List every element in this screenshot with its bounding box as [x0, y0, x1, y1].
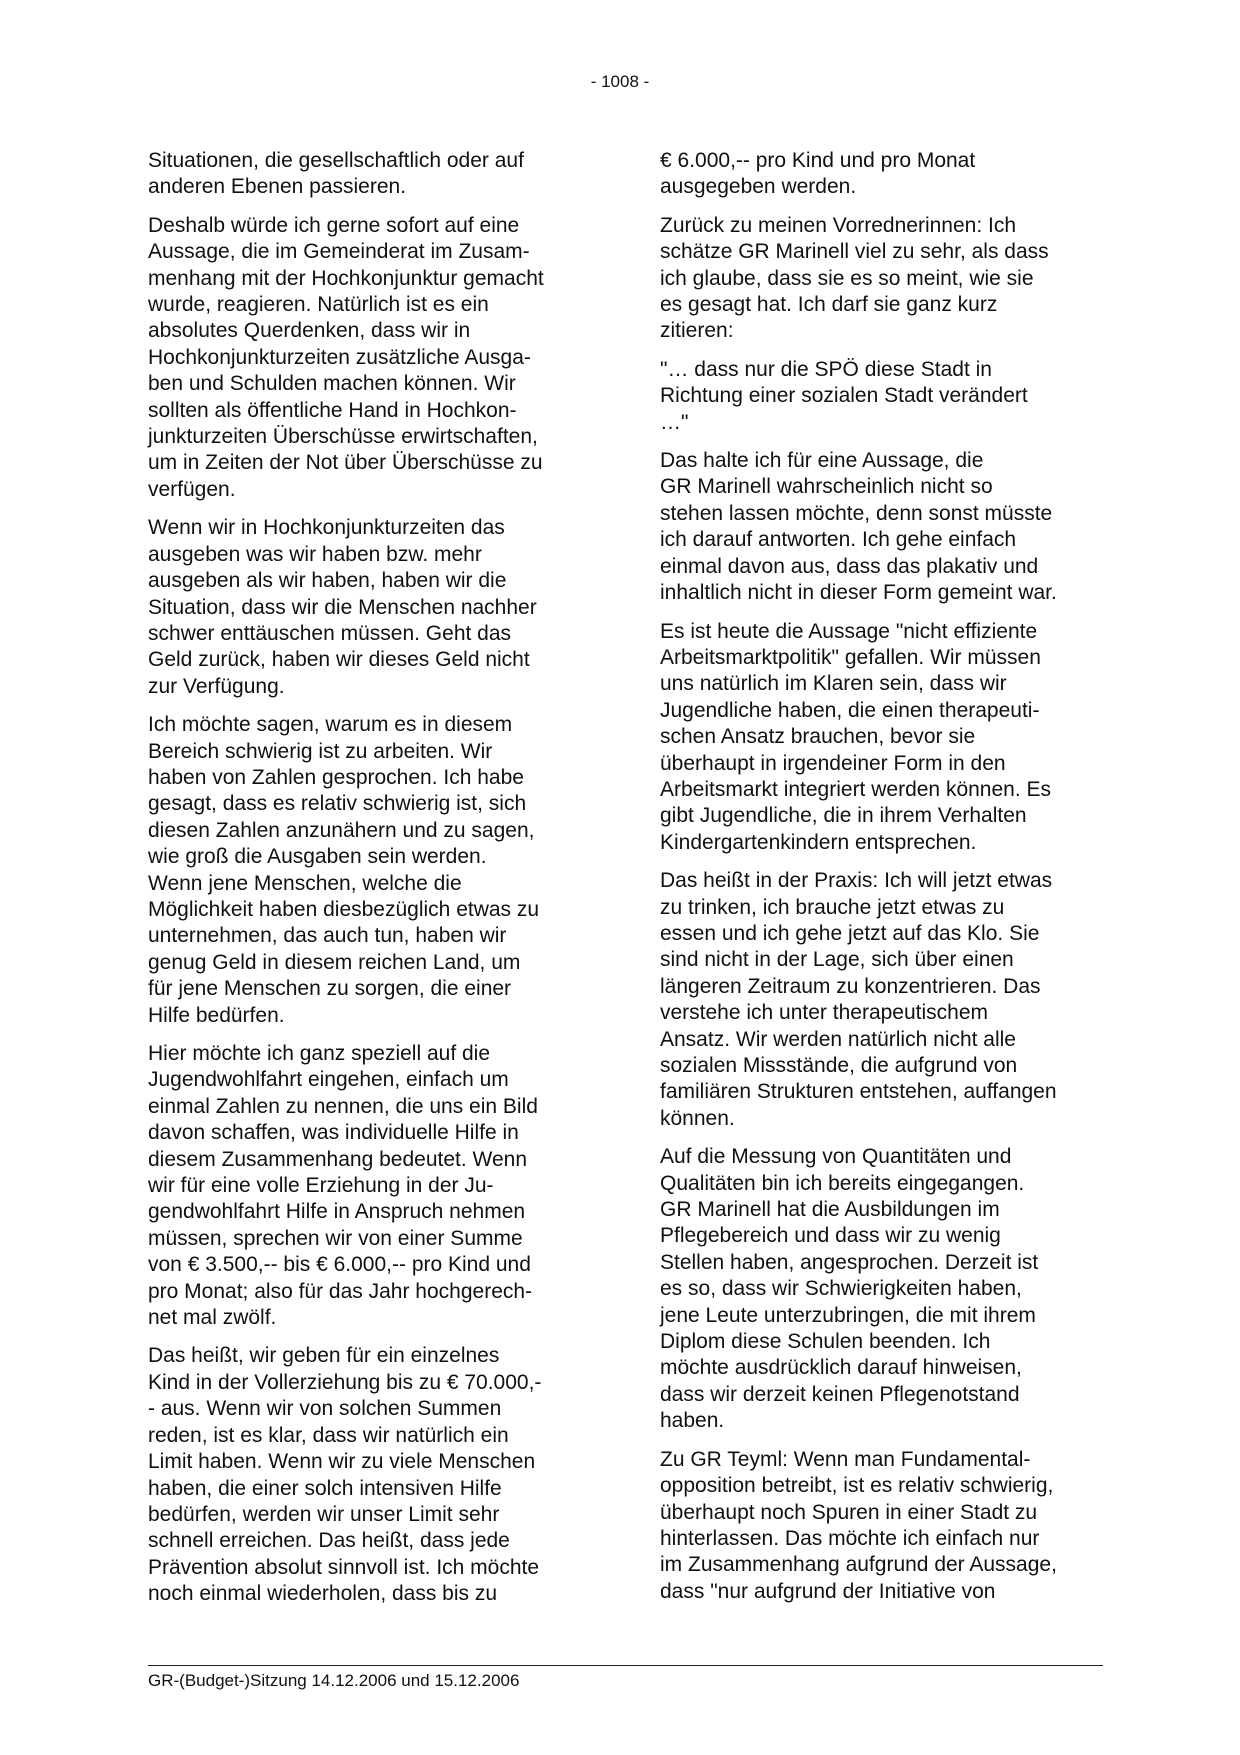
right-paragraph-4: Das halte ich für eine Aussage, die GR Marinell wahrscheinlich nicht so stehen lassen möchte, denn sonst müsste ich darauf antworten. Ich gehe einfach einmal davon aus, dass das plakativ und inhaltlich nicht in dieser Form gemeint war. [660, 449, 1057, 605]
right-paragraph-2: Zurück zu meinen Vorrednerinnen: Ich schätze GR Marinell viel zu sehr, als dass ich glaube, dass sie es so meint, wie sie es gesagt hat. Ich darf sie ganz kurz zitieren: [660, 213, 1049, 343]
right-paragraph-6: Das heißt in der Praxis: Ich will jetzt etwas zu trinken, ich brauche jetzt etwas zu essen und ich gehe jetzt auf das Klo. Sie sind nicht in der Lage, sich über einen längeren Zeitraum zu konzentrieren. Das verstehe ich unter therapeutischem Ansatz. Wir werden natürlich nicht alle sozialen Missstände, die aufgrund von familiären Strukturen entstehen, auffangen können. [660, 869, 1057, 1130]
right-paragraph-7: Auf die Messung von Quantitäten und Qualitäten bin ich bereits eingegangen. GR Marinell hat die Ausbildungen im Pflegebereich und dass wir zu wenig Stellen haben, angesprochen. Derzeit ist es so, dass wir Schwierigkeiten haben, jene Leute unterzubringen, die mit ihrem Diplom diese Schulen beenden. Ich möchte ausdrücklich darauf hinweisen, dass wir derzeit keinen Pflegenotstand haben. [660, 1145, 1039, 1433]
right-paragraph-1: € 6.000,-- pro Kind und pro Monat ausgegeben werden. [660, 149, 976, 199]
left-paragraph-6: Das heißt, wir geben für ein einzelnes Kind in der Vollerziehung bis zu € 70.000,- - aus. Wenn wir von solchen Summen reden, ist es klar, dass wir natürlich ein Limit haben. Wenn wir zu viele Menschen haben, die einer solch intensiven Hilfe bedürfen, werden wir unser Limit sehr schnell erreichen. Das heißt, dass jede Prävention absolut sinnvoll ist. Ich möchte noch einmal wiederholen, dass bis zu [148, 1344, 542, 1606]
left-paragraph-2: Deshalb würde ich gerne sofort auf eine Aussage, die im Gemeinderat im Zusam- menhang mit der Hochkonjunktur gemacht wurde, reagieren. Natürlich ist es ein absolutes Querdenken, dass wir in Hochkonjunkturzeiten zusätzliche Ausga- ben und Schulden machen können. Wir sollten als öffentliche Hand in Hochkon- junkturzeiten Überschüsse erwirtschaften, um in Zeiten der Not über Überschüsse zu verfügen. [148, 213, 544, 501]
right-paragraph-8: Zu GR Teyml: Wenn man Fundamental- opposition betreibt, ist es relativ schwierig, überhaupt noch Spuren in einer Stadt zu hinterlassen. Das möchte ich einfach nur im Zusammenhang aufgrund der Aussage, dass "nur aufgrund der Initiative von [660, 1447, 1057, 1603]
right-column [660, 148, 1098, 1617]
left-paragraph-5: Hier möchte ich ganz speziell auf die Jugendwohlfahrt eingehen, einfach um einmal Zahlen zu nennen, die uns ein Bild davon schaffen, was individuelle Hilfe in diesem Zusammenhang bedeutet. Wenn wir für eine volle Erziehung in der Ju- gendwohlfahrt Hilfe in Anspruch nehmen müssen, sprechen wir von einer Summe von € 3.500,-- bis € 6.000,-- pro Kind und pro Monat; also für das Jahr hochgerech- net mal zwölf. [148, 1042, 538, 1330]
left-column [148, 148, 586, 1620]
left-paragraph-1: Situationen, die gesellschaftlich oder auf anderen Ebenen passieren. [148, 149, 524, 199]
page-number: - 1008 - [590, 72, 650, 91]
right-paragraph-3-quote: "… dass nur die SPÖ diese Stadt in Richtung einer sozialen Stadt verändert …" [660, 357, 1028, 434]
left-paragraph-3: Wenn wir in Hochkonjunkturzeiten das ausgeben was wir haben bzw. mehr ausgeben als wir haben, haben wir die Situation, dass wir die Menschen nachher schwer enttäuschen müssen. Geht das Geld zurück, haben wir dieses Geld nicht zur Verfügung. [148, 516, 537, 698]
footer-divider [148, 1665, 1103, 1666]
right-paragraph-5: Es ist heute die Aussage "nicht effiziente Arbeitsmarktpolitik" gefallen. Wir müssen uns natürlich im Klaren sein, dass wir Jugendliche haben, die einen therapeuti- schen Ansatz brauchen, bevor sie überhaupt in irgendeiner Form in den Arbeitsmarkt integriert werden können. Es gibt Jugendliche, die in ihrem Verhalten Kindergartenkindern entsprechen. [660, 619, 1052, 854]
left-paragraph-4: Ich möchte sagen, warum es in diesem Bereich schwierig ist zu arbeiten. Wir haben von Zahlen gesprochen. Ich habe gesagt, dass es relativ schwierig ist, sich diesen Zahlen anzunähern und zu sagen, wie groß die Ausgaben sein werden. Wenn jene Menschen, welche die Möglichkeit haben diesbezüglich etwas zu unternehmen, das auch tun, haben wir genug Geld in diesem reichen Land, um für jene Menschen zu sorgen, die einer Hilfe bedürfen. [148, 713, 540, 1027]
footer-text: GR-(Budget-)Sitzung 14.12.2006 und 15.12.2006 [148, 1671, 520, 1690]
